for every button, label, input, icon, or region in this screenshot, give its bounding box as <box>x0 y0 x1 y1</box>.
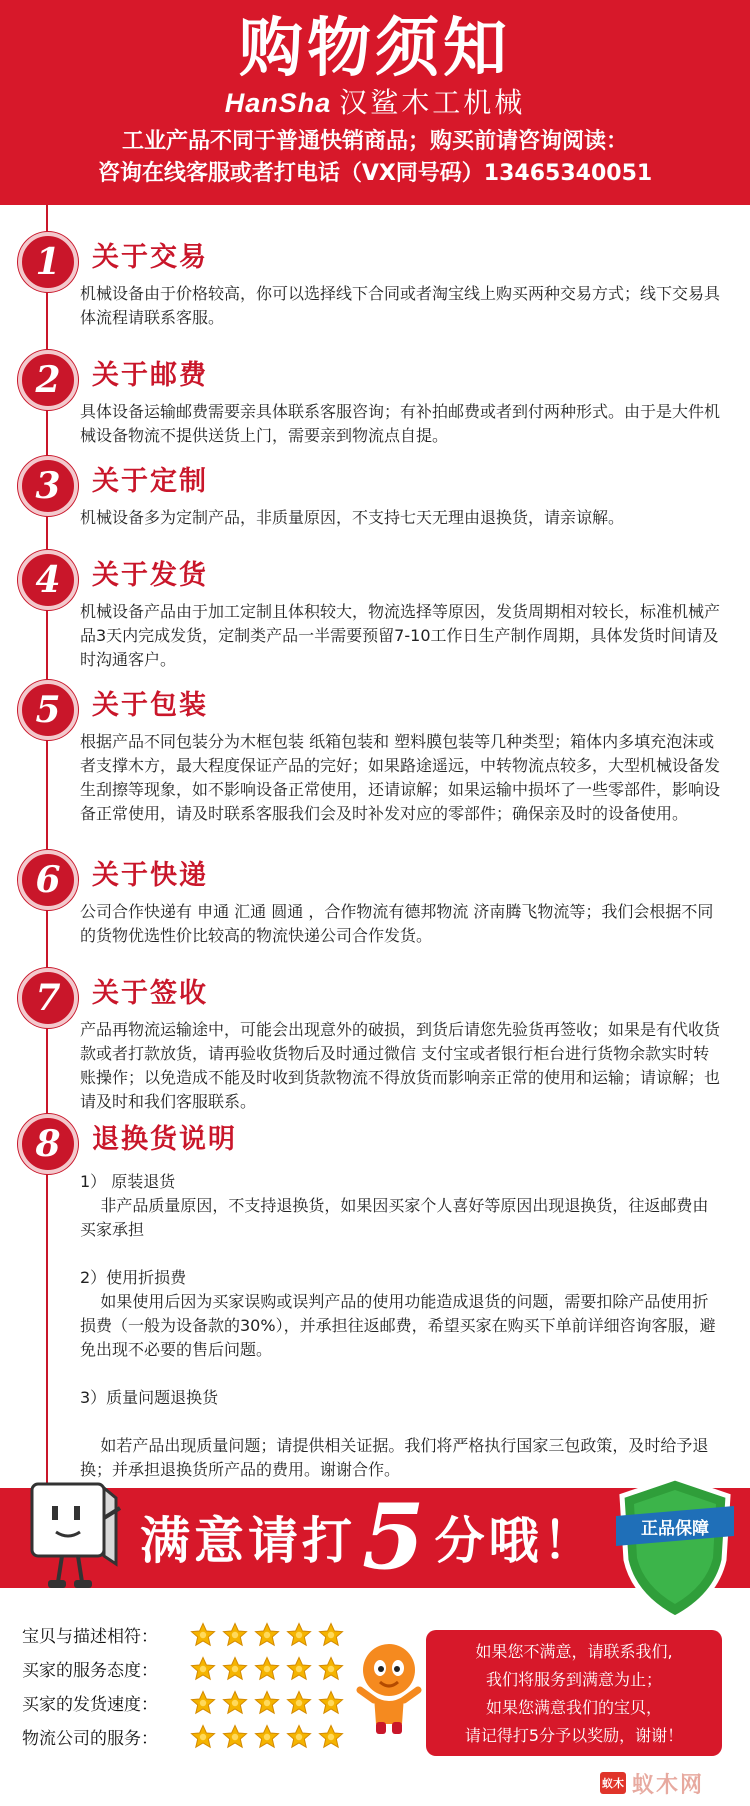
star-icon <box>318 1622 344 1648</box>
rating-label: 买家的发货速度： <box>22 1695 158 1715</box>
return-item-body: 如果使用后因为买家误购或误判产品的使用功能造成退货的问题，需要扣除产品使用折损费（一般为设备款的30%），并承担往返邮费，希望买家在购买下单前详细咨询客服，避免出现不必要的售后问题。 <box>80 1292 716 1359</box>
star-icon <box>254 1622 280 1648</box>
banner-prefix: 满意请打 <box>140 1512 356 1570</box>
section-number-badge: 2 <box>18 350 78 410</box>
note-line: 我们将服务到满意为止； <box>485 1670 662 1689</box>
satisfaction-note <box>426 1630 722 1756</box>
watermark <box>600 1768 704 1798</box>
rating-row <box>22 1688 352 1722</box>
section-number-badge: 7 <box>18 968 78 1028</box>
return-item-title: 3）质量问题退换货 <box>80 1388 219 1407</box>
section-title: 关于定制 <box>92 466 208 497</box>
section-body: 公司合作快递有 申通 汇通 圆通 ，合作物流有德邦物流 济南腾飞物流等；我们会根据不同的货物优选性价比较高的物流快递公司合作发货。 <box>80 902 714 945</box>
star-rating <box>190 1690 350 1716</box>
star-icon <box>286 1656 312 1682</box>
section-body: 机械设备多为定制产品，非质量原因，不支持七天无理由退换货，请亲谅解。 <box>80 508 625 527</box>
rating-row <box>22 1620 352 1654</box>
header-notice: 工业产品不同于普通快销商品；购买前请咨询阅读： <box>121 129 628 154</box>
rating-list <box>22 1620 352 1756</box>
brand <box>0 86 750 124</box>
banner-number: 5 <box>362 1484 429 1590</box>
note-line: 如果您满意我们的宝贝， <box>485 1698 662 1717</box>
section-title: 关于发货 <box>92 560 208 591</box>
star-icon <box>318 1656 344 1682</box>
star-icon <box>190 1690 216 1716</box>
section-number-badge: 1 <box>18 232 78 292</box>
star-icon <box>254 1656 280 1682</box>
section-body: 根据产品不同包装分为木框包装 纸箱包装和 塑料膜包装等几种类型；箱体内多填充泡沫或者支撑木方，最大程度保证产品的完好；如果路途遥远，中转物流点较多，大型机械设备发生刮擦等现象，如不影响设备正常使用，还请谅解；如果运输中损坏了一些零部件，影响设备正常使用，请及时联系客服我们会及时补发对应的零部件；确保亲及时的设备使用。 <box>80 732 721 823</box>
star-rating <box>190 1622 350 1648</box>
star-rating <box>190 1656 350 1682</box>
section-body: 产品再物流运输途中，可能会出现意外的破损，到货后请您先验货再签收；如果是有代收货款或者打款放货，请再验收货物后及时通过微信 支付宝或者银行柜台进行货物余款实时转账操作；以免造成不能及时收到货款物流不得放货而影响亲正常的使用和运输；请谅解；也请及时和我们客服联系。 <box>80 1020 721 1111</box>
star-icon <box>190 1724 216 1750</box>
star-rating <box>190 1724 350 1750</box>
note-line: 请记得打5分予以奖励，谢谢！ <box>464 1726 684 1745</box>
brand-name-en: HanSha <box>224 88 332 118</box>
watermark-logo-icon: 蚁木 <box>600 1772 626 1794</box>
star-icon <box>254 1690 280 1716</box>
rating-row <box>22 1722 352 1756</box>
return-item-title: 2）使用折损费 <box>80 1268 187 1287</box>
star-icon <box>190 1622 216 1648</box>
header-contact: 咨询在线客服或者打电话（VX同号码）13465340051 <box>97 161 653 186</box>
section-number-badge: 8 <box>18 1114 78 1174</box>
rating-label: 买家的服务态度： <box>22 1661 158 1681</box>
star-icon <box>286 1622 312 1648</box>
banner-text <box>140 1484 597 1590</box>
star-icon <box>286 1690 312 1716</box>
rating-row <box>22 1654 352 1688</box>
section-body: 具体设备运输邮费需要亲具体联系客服咨询；有补拍邮费或者到付两种形式。由于是大件机械设备物流不提供送货上门，需要亲到物流点自提。 <box>80 402 721 445</box>
star-icon <box>318 1724 344 1750</box>
star-icon <box>222 1622 248 1648</box>
section-body: 机械设备由于价格较高，你可以选择线下合同或者淘宝线上购买两种交易方式；线下交易具体流程请联系客服。 <box>80 284 721 327</box>
star-icon <box>318 1690 344 1716</box>
star-icon <box>254 1724 280 1750</box>
section-body <box>80 1170 720 1482</box>
star-icon <box>190 1656 216 1682</box>
rating-label: 宝贝与描述相符： <box>22 1627 158 1647</box>
return-item-body: 非产品质量原因，不支持退换货，如果因买家个人喜好等原因出现退换货，往返邮费由买家承担 <box>80 1196 709 1239</box>
mascot-icon <box>22 1478 122 1596</box>
section-title: 关于包装 <box>92 690 208 721</box>
section-number-badge: 4 <box>18 550 78 610</box>
star-icon <box>222 1724 248 1750</box>
section-number-badge: 6 <box>18 850 78 910</box>
section-title: 退换货说明 <box>92 1124 237 1155</box>
return-item-body: 如若产品出现质量问题；请提供相关证据。我们将严格执行国家三包政策，及时给予退换；并承担退换货所产品的费用。谢谢合作。 <box>80 1436 709 1479</box>
star-icon <box>222 1656 248 1682</box>
genuine-guarantee-shield-icon <box>612 1472 738 1622</box>
mascot-figure-icon <box>352 1636 426 1738</box>
section-title: 关于快递 <box>92 860 208 891</box>
rating-label: 物流公司的服务： <box>22 1729 158 1749</box>
brand-name-cn: 汉鲨木工机械 <box>339 86 526 119</box>
note-line: 如果您不满意，请联系我们, <box>475 1642 673 1661</box>
section-title: 关于交易 <box>92 242 208 273</box>
section-title: 关于签收 <box>92 978 208 1009</box>
page-title: 购物须知 <box>239 12 511 86</box>
return-item-title: 1） 原装退货 <box>80 1172 176 1191</box>
banner-suffix: 分哦！ <box>434 1512 597 1570</box>
section-number-badge: 3 <box>18 456 78 516</box>
star-icon <box>222 1690 248 1716</box>
section-body: 机械设备产品由于加工定制且体积较大，物流选择等原因，发货周期相对较长，标准机械产品3天内完成发货，定制类产品一半需要预留7-10工作日生产制作周期，具体发货时间请及时沟通客户。 <box>80 602 721 669</box>
section-number-badge: 5 <box>18 680 78 740</box>
star-icon <box>286 1724 312 1750</box>
shield-label: 正品保障 <box>641 1519 709 1539</box>
section-title: 关于邮费 <box>92 360 208 391</box>
watermark-text: 蚁木网 <box>632 1772 705 1798</box>
header-banner <box>0 0 750 205</box>
